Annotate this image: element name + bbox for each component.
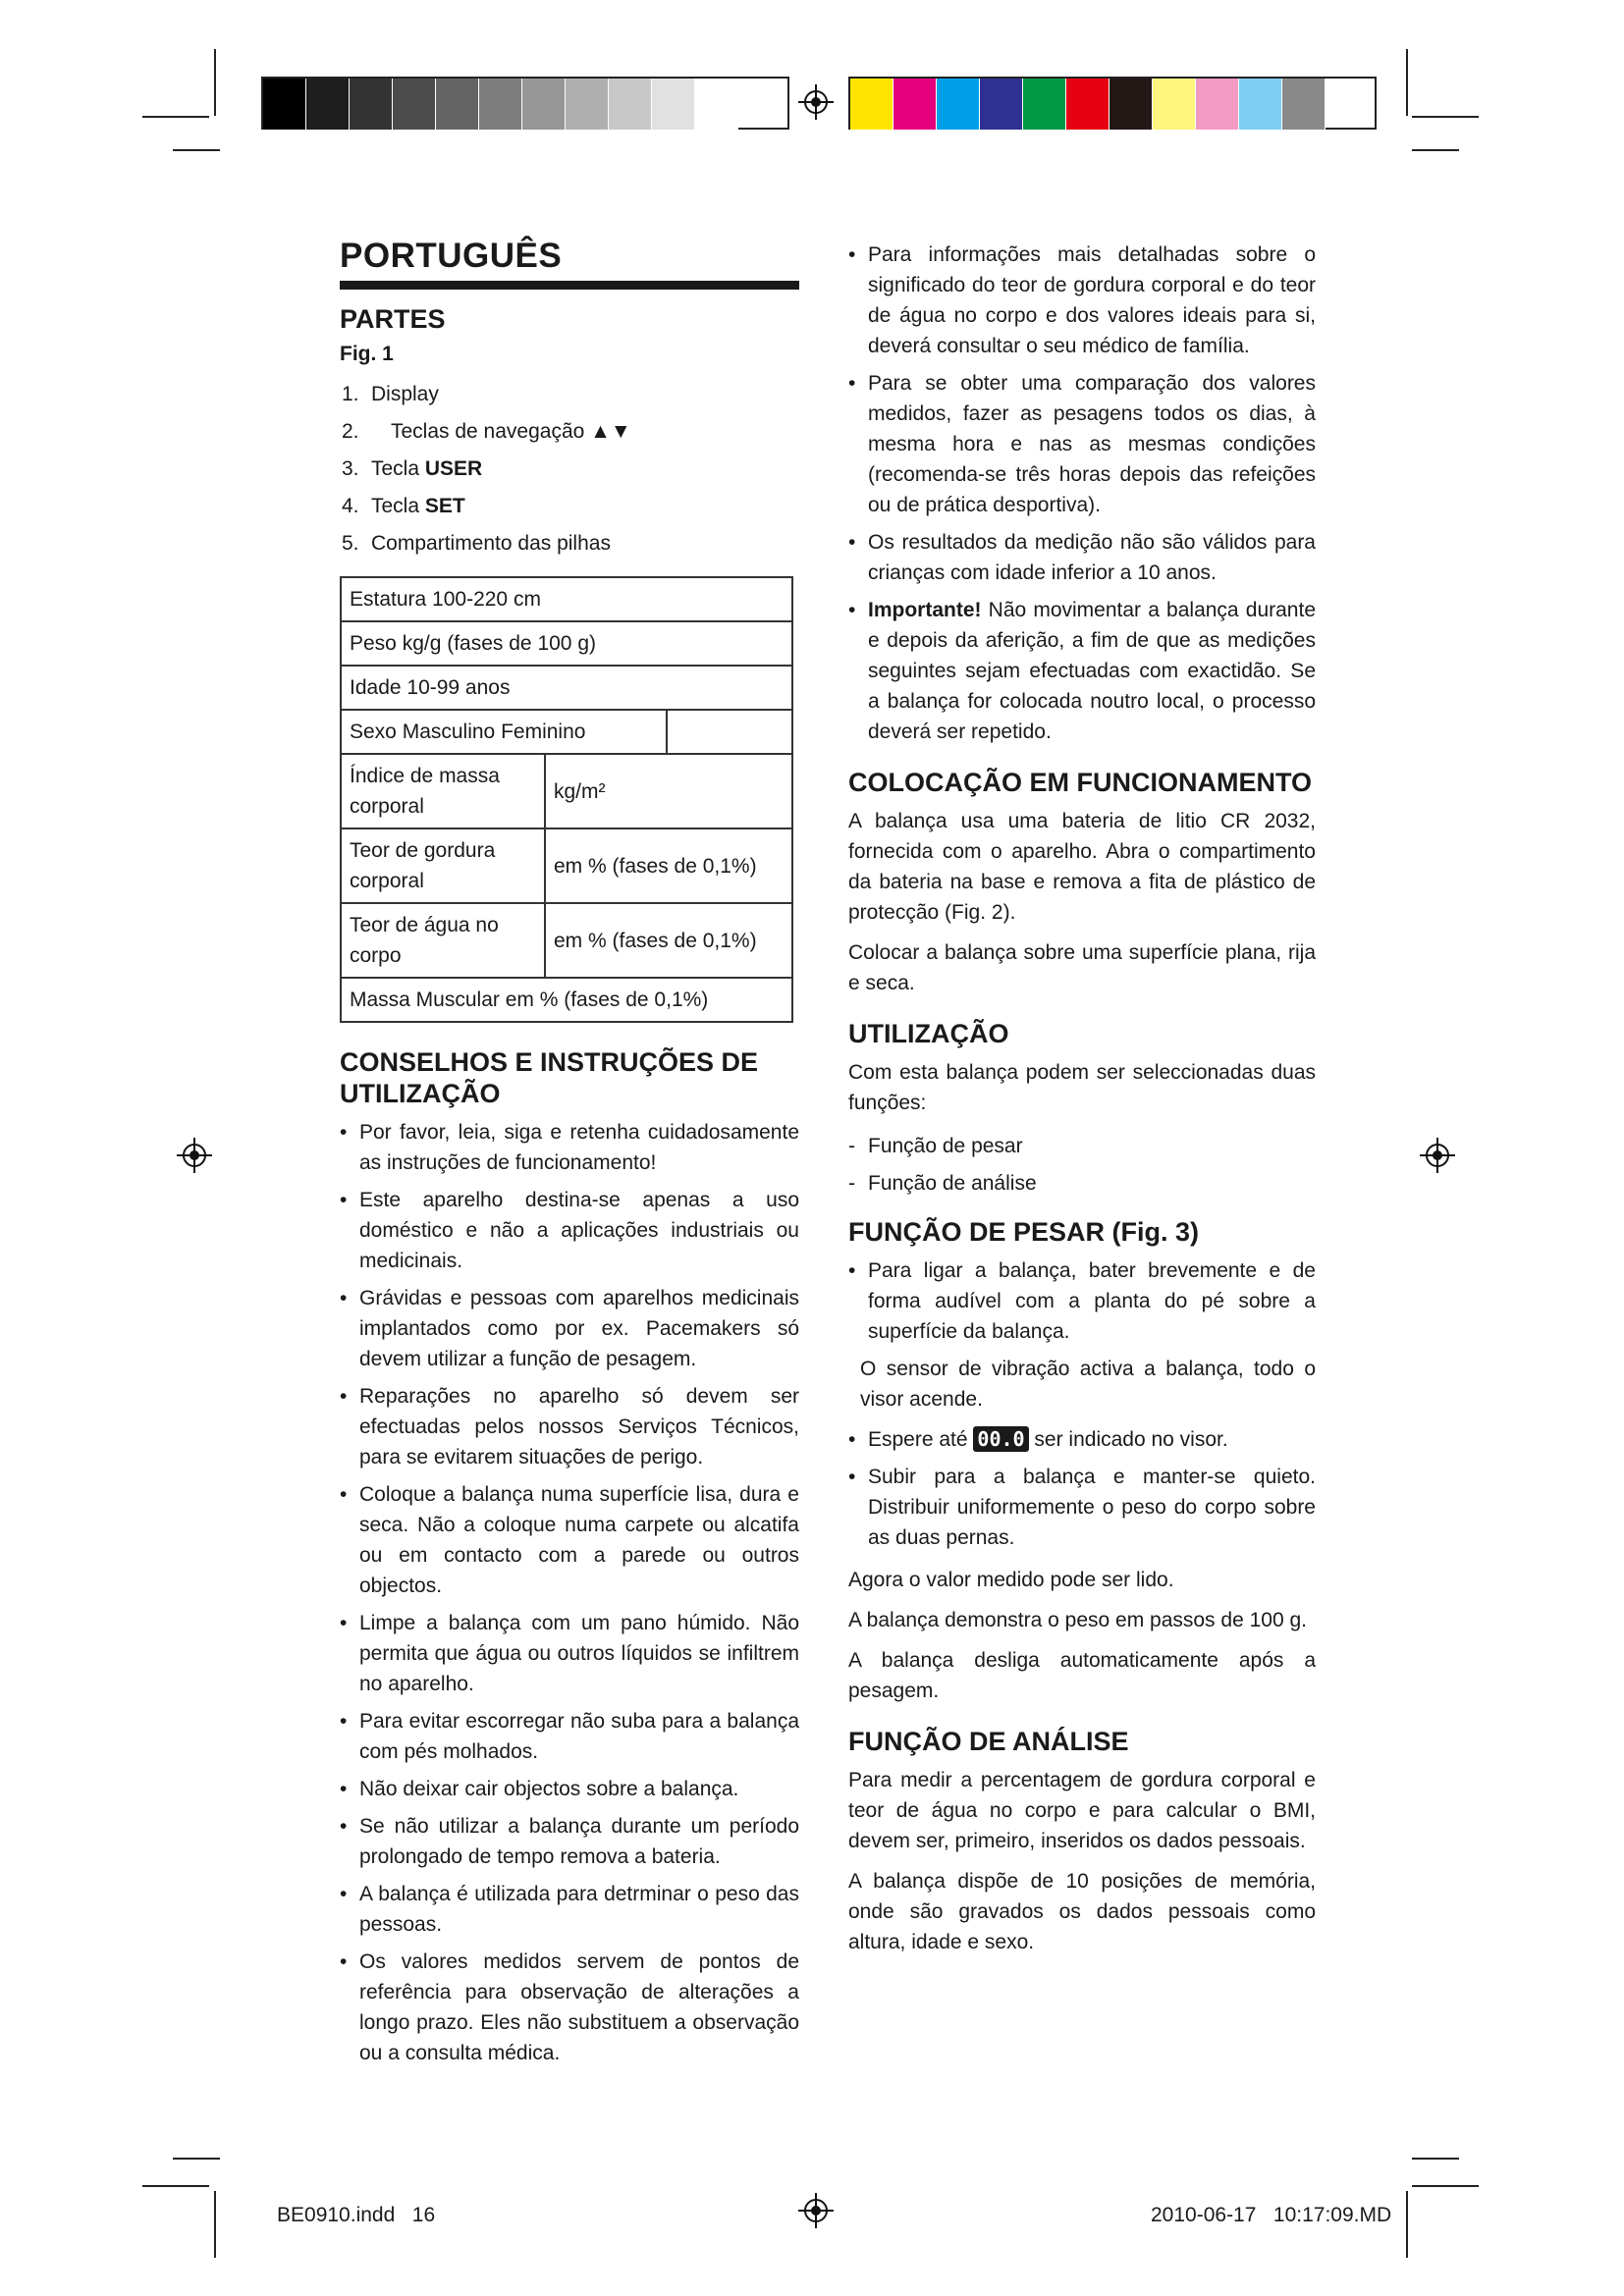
use-heading: UTILIZAÇÃO [848, 1019, 1009, 1048]
weigh-paragraph: A balança demonstra o peso em passos de 100 g. [848, 1609, 1307, 1631]
list-item: 4. Tecla SET [342, 495, 465, 517]
weigh-list-1 [848, 1255, 1316, 1347]
crop-mark [142, 2185, 209, 2187]
color-swatch [695, 79, 738, 130]
weigh-heading: FUNÇÃO DE PESAR (Fig. 3) [848, 1217, 1200, 1247]
footer-timestamp: 2010-06-17 10:17:09.MD [1151, 2204, 1392, 2226]
registration-mark-icon [1418, 1136, 1457, 1175]
color-swatch [1066, 79, 1110, 130]
registration-mark-icon [796, 82, 836, 122]
crop-mark [1412, 149, 1459, 151]
color-swatch [350, 79, 393, 130]
crop-mark [214, 2191, 216, 2258]
table-row: Índice de massa corporal kg/m² [341, 754, 792, 828]
right-column [848, 240, 1316, 1967]
color-swatch [479, 79, 522, 130]
setup-heading: COLOCAÇÃO EM FUNCIONAMENTO [848, 768, 1312, 797]
list-item: • Não deixar cair objectos sobre a balança. [340, 1774, 799, 1804]
color-swatch [393, 79, 436, 130]
crop-mark [1406, 2191, 1408, 2258]
list-item: • Espere até 00.0 ser indicado no visor. [848, 1424, 1316, 1455]
crop-mark [1412, 2185, 1479, 2187]
lcd-display-icon: 00.0 [973, 1426, 1028, 1452]
list-item: • A balança é utilizada para detrminar o peso das pessoas. [340, 1879, 799, 1940]
table-row: Estatura 100-220 cm [341, 577, 792, 621]
list-item: • Os resultados da medição não são válidos para crianças com idade inferior a 10 anos. [848, 527, 1316, 588]
crop-mark [1406, 49, 1408, 116]
table-row: Sexo Masculino Feminino [341, 710, 792, 754]
color-swatch [609, 79, 652, 130]
crop-mark [173, 2158, 220, 2160]
color-swatch [1153, 79, 1196, 130]
left-column [340, 236, 799, 2080]
list-item: • Subir para a balança e manter-se quieto. Distribuir uniformemente o peso do corpo sobre as duas pernas. [848, 1462, 1316, 1553]
list-item: • Coloque a balança numa superfície lisa, dura e seca. Não a coloque numa carpete ou alcatifa ou em contacto com a parede ou outros objectos. [340, 1479, 799, 1601]
parts-heading: PARTES [340, 304, 446, 334]
list-item: - Função de pesar [848, 1135, 1023, 1157]
color-swatch [1110, 79, 1153, 130]
analysis-heading: FUNÇÃO DE ANÁLISE [848, 1727, 1129, 1756]
color-swatch [1282, 79, 1326, 130]
registration-mark-icon [175, 1136, 214, 1175]
crop-mark [173, 149, 220, 151]
list-item: 5. Compartimento das pilhas [342, 532, 611, 555]
list-item: • Importante! Não movimentar a balança durante e depois da aferição, a fim de que as medições seguintes sejam efectuadas com exactidão. Se a balança for colocada noutro local, o processo deverá ser repetido. [848, 595, 1316, 747]
analysis-paragraph: Para medir a percentagem de gordura corporal e teor de água no corpo e para calcular o BMI, devem ser, primeiro, inseridos os dados pessoais. [848, 1769, 1316, 1852]
footer-file: BE0910.indd 16 [277, 2204, 436, 2226]
color-swatch [980, 79, 1023, 130]
color-swatch [1239, 79, 1282, 130]
list-item: • Para informações mais detalhadas sobre o significado do teor de gordura corporal e do teor de água no corpo e dos valores ideais para si, deverá consultar o seu médico de família. [848, 240, 1316, 361]
setup-paragraph: Colocar a balança sobre uma superfície plana, rija e seca. [848, 941, 1316, 994]
color-swatch [937, 79, 980, 130]
list-item: • Para se obter uma comparação dos valores medidos, fazer as pesagens todos os dias, à mesma hora e nas as mesmas condições (recomenda-se três horas depois das refeições ou de prática desportiva). [848, 368, 1316, 520]
list-item: 3. Tecla USER [342, 457, 483, 480]
page-title: PORTUGUÊS [340, 237, 563, 275]
table-row: Teor de água no corpo em % (fases de 0,1%) [341, 903, 792, 978]
info-list [848, 240, 1316, 747]
table-row: Idade 10-99 anos [341, 666, 792, 710]
color-swatch [436, 79, 479, 130]
list-item: • Para ligar a balança, bater brevemente e de forma audível com a planta do pé sobre a superfície da balança. [848, 1255, 1316, 1347]
list-item: • Limpe a balança com um pano húmido. Não permita que água ou outros líquidos se infiltrem no aparelho. [340, 1608, 799, 1699]
color-swatch [1196, 79, 1239, 130]
spec-table [340, 576, 793, 1023]
table-row: Massa Muscular em % (fases de 0,1%) [341, 978, 792, 1022]
crop-mark [1412, 116, 1479, 118]
color-swatch [893, 79, 937, 130]
table-row: Peso kg/g (fases de 100 g) [341, 621, 792, 666]
list-item: • Se não utilizar a balança durante um período prolongado de tempo remova a bateria. [340, 1811, 799, 1872]
advice-heading: CONSELHOS E INSTRUÇÕES DE UTILIZAÇÃO [340, 1047, 759, 1108]
list-item: 2. Teclas de navegação ▲▼ [342, 420, 631, 443]
color-swatch [566, 79, 609, 130]
crop-mark [214, 49, 216, 116]
list-item: • Reparações no aparelho só devem ser efectuadas pelos nossos Serviços Técnicos, para se evitarem situações de perigo. [340, 1381, 799, 1472]
setup-paragraph: A balança usa uma bateria de litio CR 2032, fornecida com o aparelho. Abra o compartimento da bateria na base e remova a fita de plástico de protecção (Fig. 2). [848, 810, 1316, 924]
analysis-paragraph: A balança dispõe de 10 posições de memória, onde são gravados os dados pessoais como altura, idade e sexo. [848, 1870, 1316, 1953]
crop-mark [142, 116, 209, 118]
list-item: - Função de análise [848, 1172, 1037, 1195]
parts-list [340, 376, 799, 562]
weigh-paragraph: A balança desliga automaticamente após a pesagem. [848, 1649, 1316, 1702]
list-item: • Este aparelho destina-se apenas a uso doméstico e não a aplicações industriais ou medicinais. [340, 1185, 799, 1276]
advice-list [340, 1117, 799, 2068]
function-list [848, 1128, 1316, 1202]
process-color-bar [850, 79, 1326, 130]
list-item: • Grávidas e pessoas com aparelhos medicinais implantados como por ex. Pacemakers só devem utilizar a função de pesagem. [340, 1283, 799, 1374]
grayscale-color-bar [263, 79, 738, 130]
table-row: Teor de gordura corporal em % (fases de 0,1%) [341, 828, 792, 903]
list-item: 1. Display [342, 383, 439, 405]
color-swatch [1023, 79, 1066, 130]
fig-label: Fig. 1 [340, 343, 394, 365]
important-label: Importante! [868, 599, 982, 621]
color-swatch [522, 79, 566, 130]
title-rule [340, 281, 799, 290]
list-item: • Para evitar escorregar não suba para a balança com pés molhados. [340, 1706, 799, 1767]
color-swatch [850, 79, 893, 130]
registration-mark-icon [796, 2191, 836, 2230]
crop-mark [1412, 2158, 1459, 2160]
color-swatch [263, 79, 306, 130]
use-paragraph: Com esta balança podem ser seleccionadas duas funções: [848, 1061, 1316, 1114]
weigh-paragraph: Agora o valor medido pode ser lido. [848, 1569, 1174, 1591]
list-item: • Por favor, leia, siga e retenha cuidadosamente as instruções de funcionamento! [340, 1117, 799, 1178]
list-item: • Os valores medidos servem de pontos de referência para observação de alterações a longo prazo. Eles não substituem a observação ou a consulta médica. [340, 1947, 799, 2068]
sensor-paragraph: O sensor de vibração activa a balança, todo o visor acende. [860, 1358, 1316, 1411]
color-swatch [652, 79, 695, 130]
color-swatch [306, 79, 350, 130]
weigh-list-2 [848, 1424, 1316, 1553]
